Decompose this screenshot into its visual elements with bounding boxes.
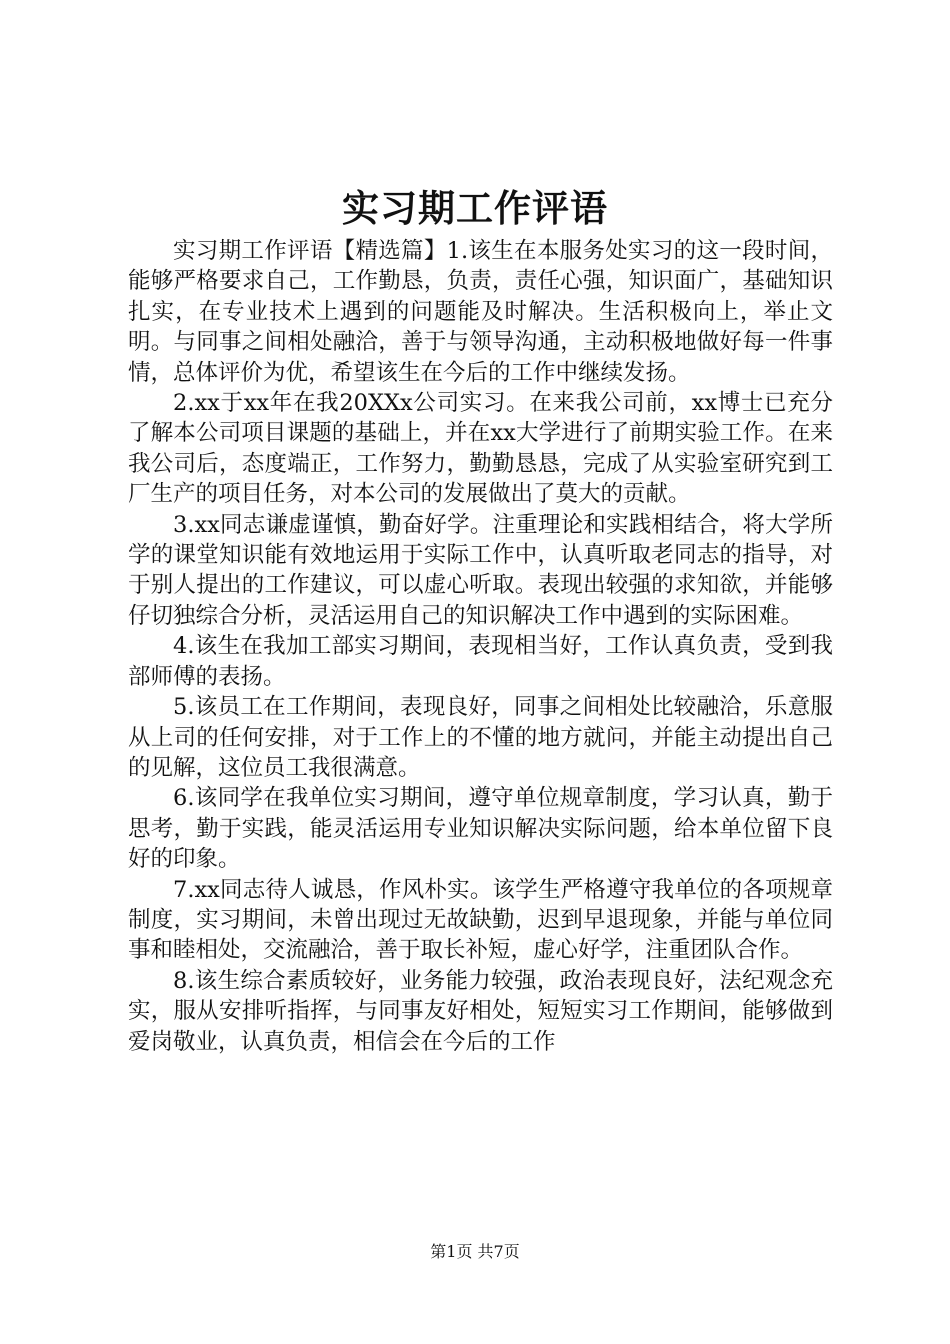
paragraph: 7.xx同志待人诚恳，作风朴实。该学生严格遵守我单位的各项规章制度，实习期间，未曾出现过无故缺勤，迟到早退现象，并能与单位同事和睦相处，交流融洽，善于取长补短，虚心好学，注重团队合作。 (128, 876, 833, 964)
page-title: 实习期工作评语 (342, 186, 608, 230)
paragraph: 2.xx于xx年在我20XXx公司实习。在来我公司前，xx博士已充分了解本公司项目课题的基础上，并在xx大学进行了前期实验工作。在来我公司后，态度端正，工作努力，勤勤恳恳，完成了从实验室研究到工厂生产的项目任务，对本公司的发展做出了莫大的贡献。 (128, 390, 833, 508)
paragraph: 5.该员工在工作期间，表现良好，同事之间相处比较融洽，乐意服从上司的任何安排，对于工作上的不懂的地方就问，并能主动提出自己的见解，这位员工我很满意。 (128, 694, 833, 781)
paragraph: 实习期工作评语【精选篇】1.该生在本服务处实习的这一段时间，能够严格要求自己，工作勤恳，负责，责任心强，知识面广，基础知识扎实，在专业技术上遇到的问题能及时解决。生活积极向上，举止文明。与同事之间相处融洽，善于与领导沟通，主动积极地做好每一件事情，总体评价为优，希望该生在今后的工作中继续发扬。 (128, 238, 833, 386)
paragraph: 3.xx同志谦虚谨慎，勤奋好学。注重理论和实践相结合，将大学所学的课堂知识能有效地运用于实际工作中，认真听取老同志的指导，对于别人提出的工作建议，可以虚心听取。表现出较强的求知欲，并能够仔切独综合分析，灵活运用自己的知识解决工作中遇到的实际困难。 (128, 511, 833, 629)
paragraph: 6.该同学在我单位实习期间，遵守单位规章制度，学习认真，勤于思考，勤于实践，能灵活运用专业知识解决实际问题，给本单位留下良好的印象。 (128, 785, 833, 873)
page-footer: 第1页 共7页 (430, 1242, 520, 1261)
paragraph: 8.该生综合素质较好，业务能力较强，政治表现良好，法纪观念充实，服从安排听指挥，与同事友好相处，短短实习工作期间，能够做到爱岗敬业，认真负责，相信会在今后的工作 (128, 967, 833, 1055)
document-body (128, 236, 833, 1057)
paragraph: 4.该生在我加工部实习期间，表现相当好，工作认真负责，受到我部师傅的表扬。 (128, 633, 833, 690)
